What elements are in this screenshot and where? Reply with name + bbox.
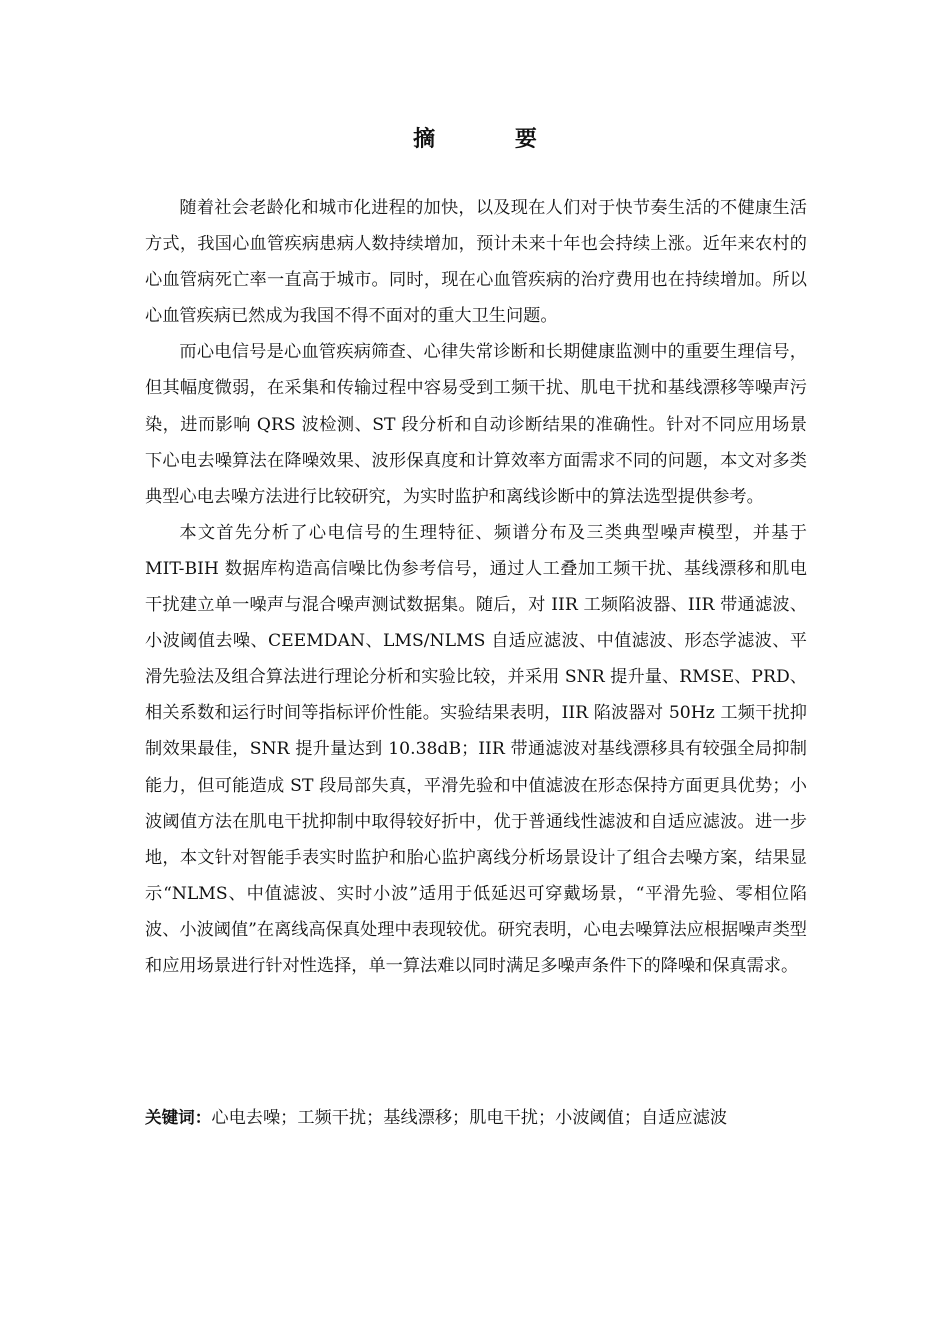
abstract-paragraph-1: 随着社会老龄化和城市化进程的加快，以及现在人们对于快节奏生活的不健康生活方式，我国心血管疾病患病人数持续增加，预计未来十年也会持续上涨。近年来农村的心血管病死亡率一直高于城市。同时，现在心血管疾病的治疗费用也在持续增加。所以心血管疾病已然成为我国不得不面对的重大卫生问题。	[145, 198, 807, 327]
page-title: 摘 要	[413, 127, 573, 152]
keywords-label: 关键词：	[145, 1108, 212, 1127]
abstract-paragraph-2: 而心电信号是心血管疾病筛查、心律失常诊断和长期健康监测中的重要生理信号，但其幅度微弱，在采集和传输过程中容易受到工频干扰、肌电干扰和基线漂移等噪声污染，进而影响 QRS 波检测、ST 段分析和自动诊断结果的准确性。针对不同应用场景下心电去噪算法在降噪效果、波形保真度和计算效率方面需求不同的问题，本文对多类典型心电去噪方法进行比较研究，为实时监护和离线诊断中的算法选型提供参考。	[145, 342, 807, 507]
abstract-paragraph-3: 本文首先分析了心电信号的生理特征、频谱分布及三类典型噪声模型，并基于 MIT-BIH 数据库构造高信噪比伪参考信号，通过人工叠加工频干扰、基线漂移和肌电干扰建立单一噪声与混合噪声测试数据集。随后，对 IIR 工频陷波器、IIR 带通滤波、小波阈值去噪、CEEMDAN、LMS/NLMS 自适应滤波、中值滤波、形态学滤波、平滑先验法及组合算法进行理论分析和实验比较，并采用 SNR 提升量、RMSE、PRD、相关系数和运行时间等指标评价性能。实验结果表明，IIR 陷波器对 50Hz 工频干扰抑制效果最佳，SNR 提升量达到 10.38dB；IIR 带通滤波对基线漂移具有较强全局抑制能力，但可能造成 ST 段局部失真，平滑先验和中值滤波在形态保持方面更具优势；小波阈值方法在肌电干扰抑制中取得较好折中，优于普通线性滤波和自适应滤波。进一步地，本文针对智能手表实时监护和胎心监护离线分析场景设计了组合去噪方案，结果显示“NLMS、中值滤波、实时小波”适用于低延迟可穿戴场景，“平滑先验、零相位陷波、小波阈值”在离线高保真处理中表现较优。研究表明，心电去噪算法应根据噪声类型和应用场景进行针对性选择，单一算法难以同时满足多噪声条件下的降噪和保真需求。	[145, 522, 807, 976]
keywords-list: 心电去噪；工频干扰；基线漂移；肌电干扰；小波阈值；自适应滤波	[211, 1108, 728, 1128]
abstract-body	[145, 190, 807, 984]
keywords-line	[145, 1101, 807, 1135]
